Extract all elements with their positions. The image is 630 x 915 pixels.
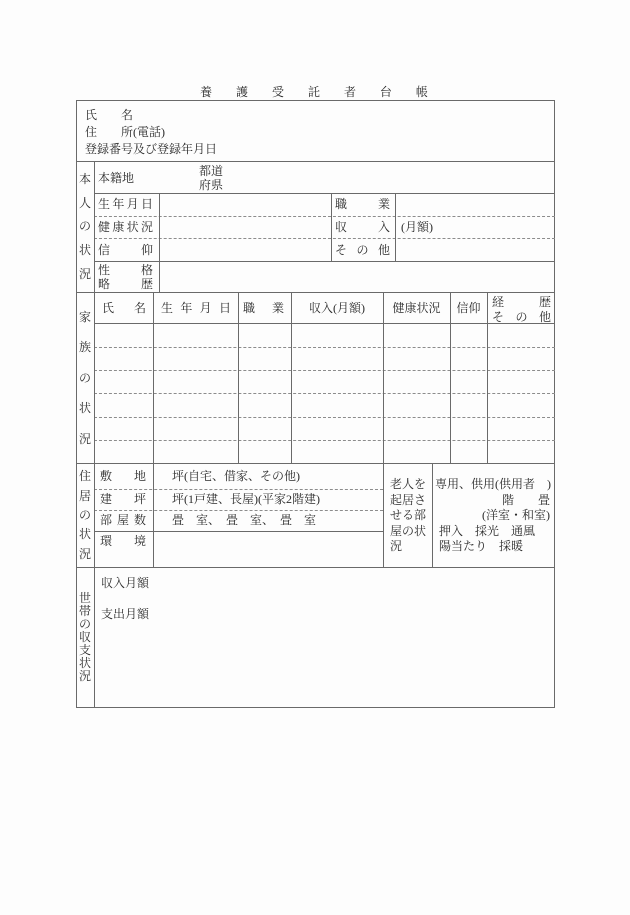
occupation-label: 職 業 xyxy=(335,197,390,211)
column-divider xyxy=(395,193,396,261)
elder-room-label-line: 況 xyxy=(390,539,403,553)
elder-room-features: 押入 採光 通風 xyxy=(439,523,536,538)
elder-room-label-line: 老人を xyxy=(390,477,427,491)
side-label-char: 族 xyxy=(78,340,91,354)
domicile-label: 本籍地 xyxy=(98,171,135,185)
health-label: 健 康 状 況 xyxy=(98,220,153,234)
column-header-other: そ の 他 xyxy=(492,310,551,324)
row-divider xyxy=(94,193,555,194)
family-table-row xyxy=(94,393,555,417)
side-label-char: 状 xyxy=(78,401,91,415)
birth-date-label: 生 年 月 日 xyxy=(98,197,153,211)
column-header-health: 健康状況 xyxy=(392,301,441,315)
history-label: 略 歴 xyxy=(98,277,153,291)
side-label-char: 世 xyxy=(78,591,91,605)
section-divider xyxy=(76,567,555,568)
family-section-label xyxy=(76,292,94,463)
elder-room-sunlight-heating: 陽当たり 採暖 xyxy=(439,539,524,553)
column-divider xyxy=(331,193,332,261)
side-label-char: 家 xyxy=(78,309,91,324)
elder-room-details xyxy=(435,477,550,555)
side-label-char: 況 xyxy=(78,431,91,446)
room-count-label: 部 屋 数 xyxy=(100,513,146,527)
side-label-char: 人 xyxy=(78,195,91,210)
elder-room-label-line: 屋の状 xyxy=(390,523,427,538)
family-table-row xyxy=(94,440,555,463)
monthly-expense-label: 支出月額 xyxy=(101,607,150,621)
column-divider xyxy=(159,193,160,292)
column-header-income: 収入(月額) xyxy=(309,301,365,315)
elder-room-floor-size: 階 畳 xyxy=(501,492,550,507)
column-divider xyxy=(432,463,433,567)
income-label: 収 入 xyxy=(335,220,390,234)
side-label-char: 況 xyxy=(78,267,91,282)
side-label-char: 支 xyxy=(78,643,91,657)
personal-section-label xyxy=(76,161,94,292)
side-label-char: 居 xyxy=(78,488,91,503)
side-label-char: の xyxy=(78,370,91,385)
column-header-name: 氏 名 xyxy=(102,301,146,315)
side-label-char: 状 xyxy=(78,243,91,258)
other-label: そ の 他 xyxy=(335,243,390,257)
section-divider xyxy=(76,161,555,162)
family-table-row xyxy=(94,417,555,440)
elder-room-label-line: せる部 xyxy=(390,508,427,522)
prefecture-label-bottom: 府県 xyxy=(199,178,224,192)
name-label: 氏 名 xyxy=(85,108,134,122)
side-label-char: 況 xyxy=(78,669,91,683)
prefecture-label-top: 都道 xyxy=(199,164,224,178)
column-header-occupation: 職 業 xyxy=(243,301,284,315)
elder-room-label xyxy=(390,477,426,555)
column-header-history: 経 歴 xyxy=(492,295,551,309)
dashed-row-divider xyxy=(94,510,383,511)
side-label-char: 本 xyxy=(78,171,91,186)
dashed-row-divider xyxy=(94,489,383,490)
family-table-row xyxy=(94,323,555,347)
site-area-value: 坪(自宅、借家、その他) xyxy=(172,469,300,483)
address-label: 住 所(電話) xyxy=(85,125,165,139)
family-table-row xyxy=(94,347,555,370)
column-header-religion: 信仰 xyxy=(456,301,481,315)
family-table-row xyxy=(94,370,555,393)
side-label-char: 状 xyxy=(78,527,91,542)
side-label-char: 況 xyxy=(78,546,91,561)
section-divider xyxy=(76,463,555,464)
side-label-char: 住 xyxy=(78,469,91,484)
side-label-char: 収 xyxy=(78,630,91,644)
housing-section-label xyxy=(76,463,94,567)
elder-room-usage: 専用、供用(供用者 ) xyxy=(435,477,551,491)
dashed-row-divider xyxy=(94,238,555,239)
dashed-row-divider xyxy=(94,216,555,217)
building-area-label: 建 坪 xyxy=(100,492,146,506)
row-divider xyxy=(94,261,555,262)
column-header-birth-date: 生 年 月 日 xyxy=(161,301,231,315)
site-area-label: 敷 地 xyxy=(100,469,146,483)
side-label-char: 状 xyxy=(78,656,91,670)
side-label-char: の xyxy=(78,507,91,522)
elder-room-type: (洋室・和室) xyxy=(482,508,550,522)
document-title: 養 護 受 託 者 台 帳 xyxy=(200,85,428,99)
income-note: (月額) xyxy=(401,220,433,234)
section-divider xyxy=(76,292,555,293)
side-label-char: の xyxy=(78,617,91,631)
row-divider xyxy=(94,531,383,532)
side-label-char: 帯 xyxy=(78,604,91,618)
elder-room-label-line: 起居さ xyxy=(390,492,427,507)
environment-label: 環 境 xyxy=(100,534,146,548)
monthly-income-label: 収入月額 xyxy=(101,576,150,590)
personality-label: 性 格 xyxy=(98,263,153,277)
registration-label: 登録番号及び登録年月日 xyxy=(85,142,218,156)
room-count-value: 畳 室、 畳 室、 畳 室 xyxy=(172,513,317,527)
building-area-value: 坪(1戸建、長屋)(平家2階建) xyxy=(172,492,320,506)
household-section-label xyxy=(76,567,94,708)
side-label-char: の xyxy=(78,219,91,234)
religion-label: 信 仰 xyxy=(98,243,153,257)
